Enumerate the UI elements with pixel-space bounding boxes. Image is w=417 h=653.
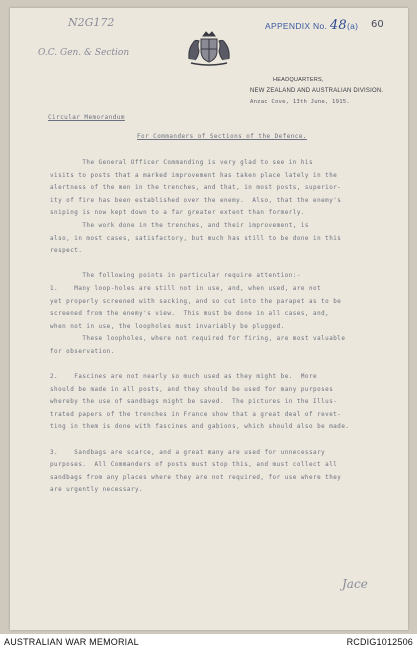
body-line: sniping is now kept down to a far greater extent than formerly. bbox=[50, 210, 305, 217]
paragraph-gap bbox=[50, 258, 380, 271]
appendix-stamp bbox=[265, 18, 358, 33]
memo-subtitle: For Commanders of Sections of the Defence. bbox=[137, 134, 307, 140]
body-line: ting in them is done with fascines and gabions, which should also be made. bbox=[50, 424, 350, 431]
body-line: purposes. All Commanders of posts must stop this, and must collect all bbox=[50, 462, 338, 469]
body-line: trated papers of the trenches in France show that a great deal of revet- bbox=[50, 411, 342, 418]
memo-title: Circular Memorandum bbox=[48, 115, 125, 121]
body-line: The following points in particular require attention:- bbox=[50, 273, 301, 280]
body-line: for observation. bbox=[50, 348, 115, 355]
body-line: alertness of the men in the trenches, and that, in most posts, superior- bbox=[50, 185, 342, 192]
body-line: 3. Sandbags are scarce, and a great many are used for unnecessary bbox=[50, 449, 326, 456]
paragraph-gap bbox=[50, 359, 380, 372]
royal-coat-of-arms-icon bbox=[183, 29, 235, 67]
body-line: should be made in all posts, and they should be used for many purposes bbox=[50, 386, 334, 393]
body-line: whereby the use of sandbags might be saved. The pictures in the Illus- bbox=[50, 399, 338, 406]
hq-line-1: HEADQUARTERS, bbox=[273, 77, 324, 83]
body-line: 2. Fascines are not nearly so much used as they might be. More bbox=[50, 374, 318, 381]
body-line: yet properly screened with sacking, and so cut into the parapet as to be bbox=[50, 298, 342, 305]
hq-date: Anzac Cove, 13th June, 1915. bbox=[250, 99, 350, 105]
appendix-number: 48 bbox=[329, 18, 348, 33]
body-line: respect. bbox=[50, 248, 83, 255]
memo-body bbox=[50, 157, 380, 497]
page-number: 60 bbox=[371, 19, 384, 30]
handwritten-reference: N2G172 bbox=[68, 16, 115, 29]
body-line: ity of fire has been established over the enemy. Also, that the enemy's bbox=[50, 197, 342, 204]
archive-id: RCDIG1012506 bbox=[346, 637, 413, 647]
body-line: These loopholes, where not required for firing, are most valuable bbox=[50, 336, 346, 343]
appendix-label: APPENDIX No. bbox=[265, 21, 328, 31]
body-line: when not in use, the loopholes must invariably be plugged. bbox=[50, 323, 285, 330]
body-line: are urgently necessary. bbox=[50, 487, 144, 494]
body-line: 1. Many loop-holes are still not in use, and, when used, are not bbox=[50, 285, 322, 292]
body-line: The General Officer Commanding is very glad to see in his bbox=[50, 160, 314, 166]
handwritten-initials: Jace bbox=[342, 577, 368, 591]
body-line: sandbags from any places where they are not required, for use where they bbox=[50, 474, 342, 481]
hq-line-2: NEW ZEALAND AND AUSTRALIAN DIVISION. bbox=[250, 88, 384, 94]
body-line: screened from the enemy's view. This must be done in all cases, and, bbox=[50, 311, 330, 318]
appendix-suffix: (a) bbox=[347, 21, 359, 31]
headquarters-block bbox=[250, 75, 390, 108]
body-line: also, in most cases, satisfactory, but much has still to be done in this bbox=[50, 235, 342, 242]
paragraph-gap bbox=[50, 434, 380, 447]
archive-credit: AUSTRALIAN WAR MEMORIAL bbox=[4, 637, 139, 647]
body-line: The work done in the trenches, and their improvement, is bbox=[50, 222, 309, 229]
body-line: visits to posts that a marked improvement has taken place lately in the bbox=[50, 172, 338, 179]
handwritten-side-note: O.C. Gen. & Section bbox=[38, 48, 130, 58]
